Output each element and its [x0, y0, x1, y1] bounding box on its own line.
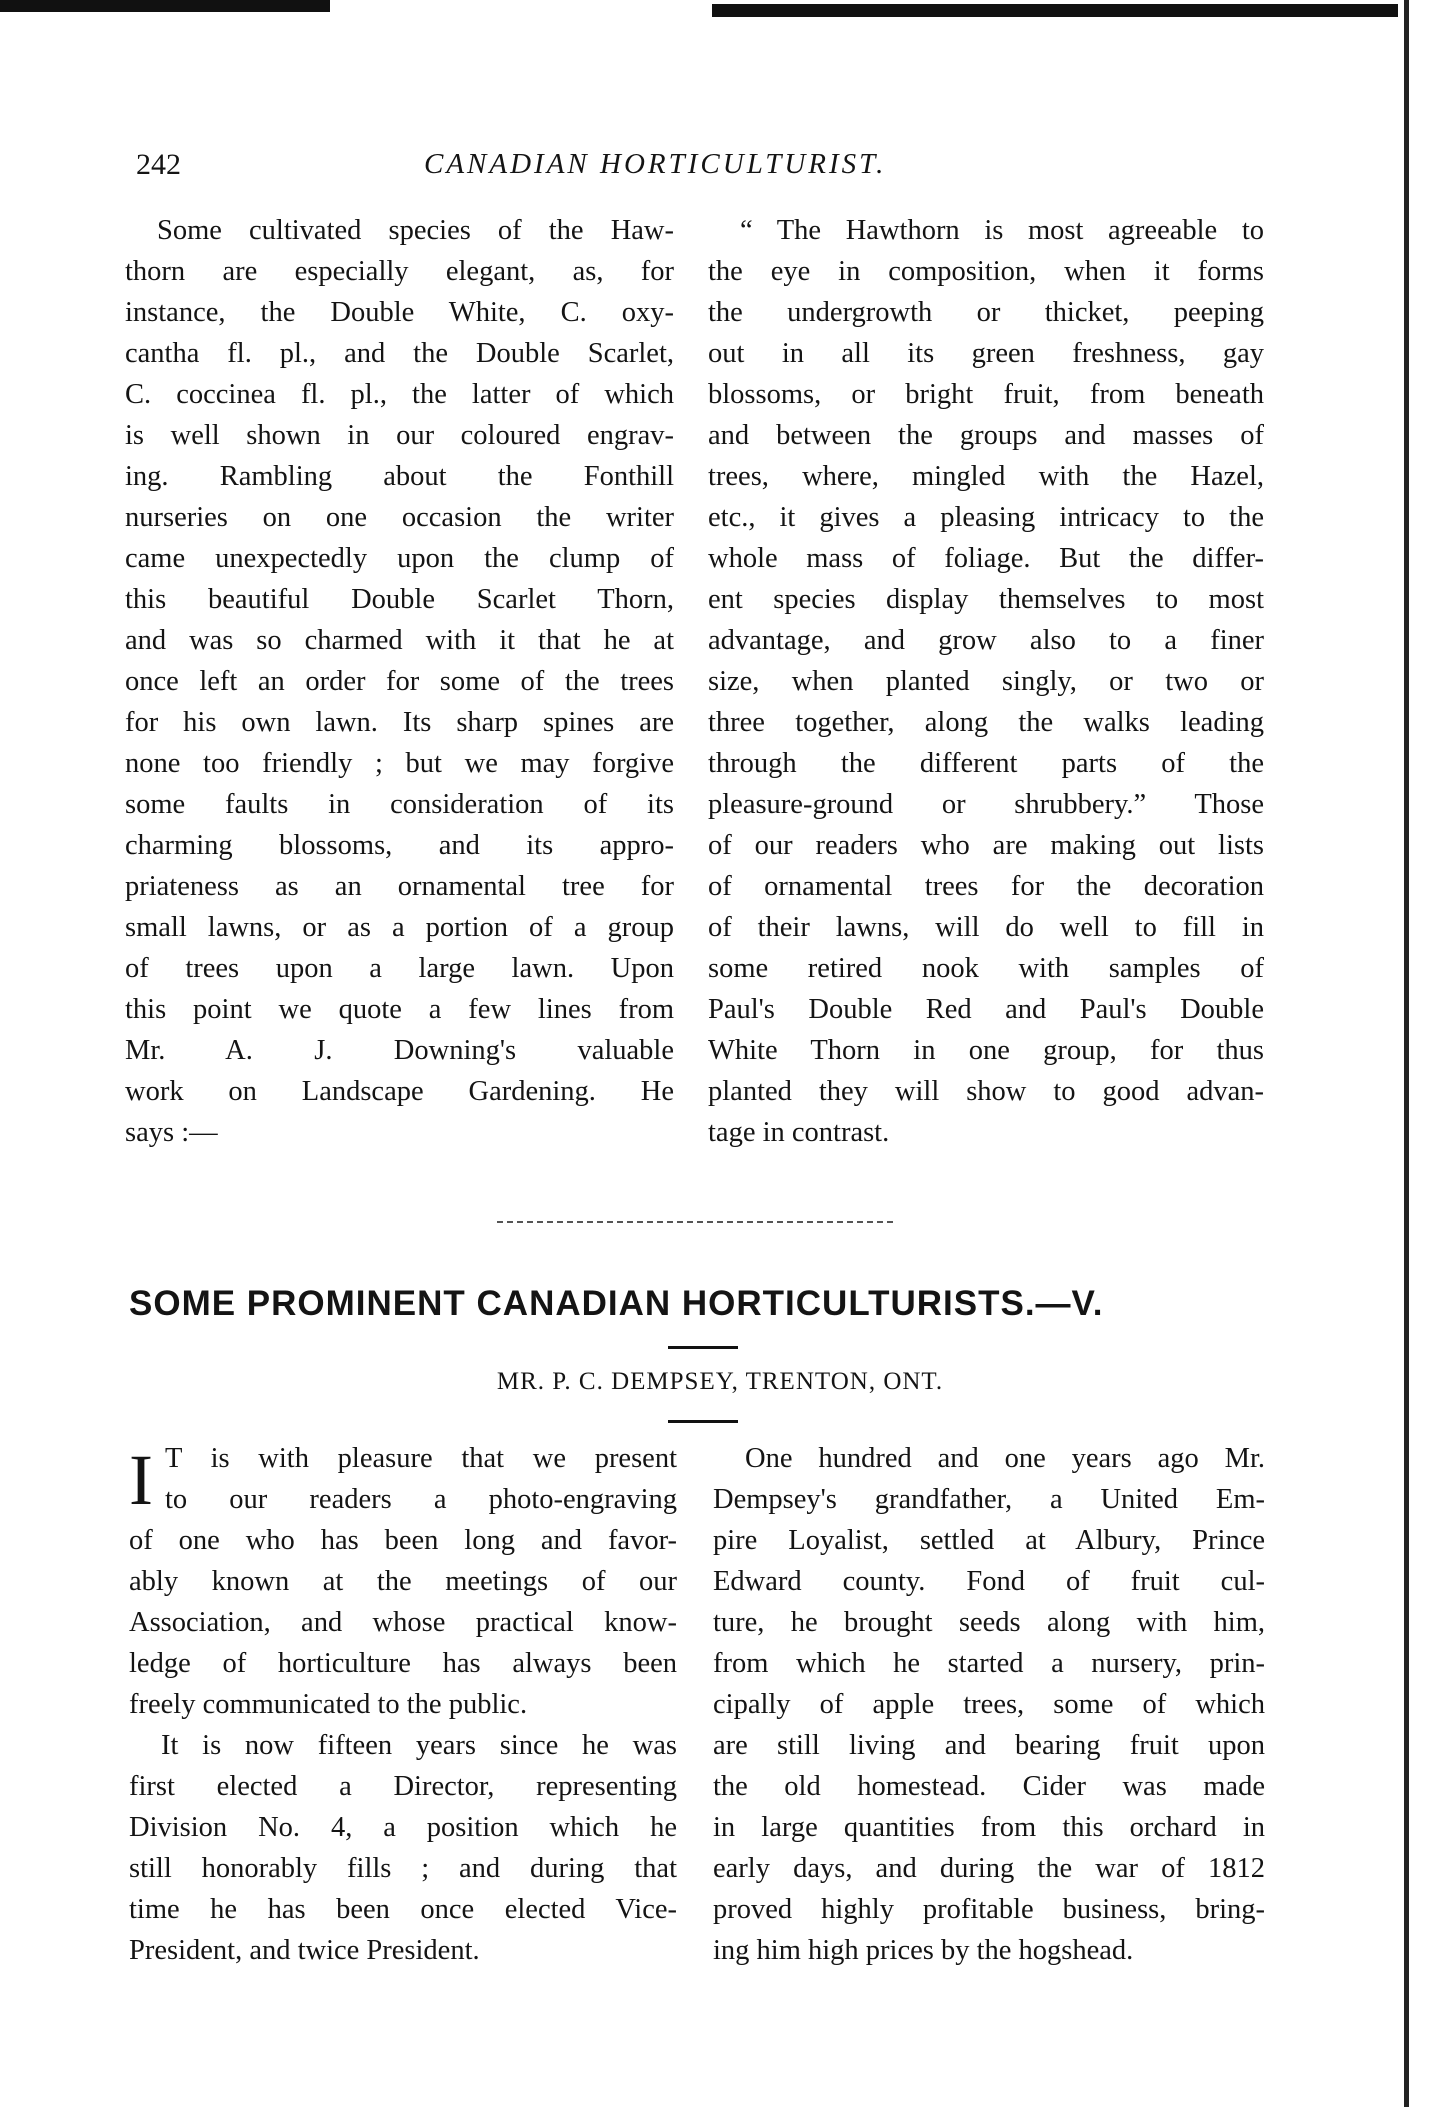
text-line: ledge of horticulture has always been — [129, 1648, 677, 1679]
text-line: for his own lawn. Its sharp spines are — [125, 707, 674, 738]
text-line: the undergrowth or thicket, peeping — [708, 297, 1264, 328]
text-line: planted they will show to good advan- — [708, 1076, 1264, 1107]
text-line: Paul's Double Red and Paul's Double — [708, 994, 1264, 1025]
text-line: is well shown in our coloured engrav- — [125, 420, 674, 451]
text-line: to our readers a photo-engraving — [165, 1484, 677, 1515]
text-line: T is with pleasure that we present — [165, 1443, 677, 1474]
text-line: ing. Rambling about the Fonthill — [125, 461, 674, 492]
text-line: pire Loyalist, settled at Albury, Prince — [713, 1525, 1265, 1556]
scan-border-top-right — [712, 4, 1398, 17]
text-line: instance, the Double White, C. oxy- — [125, 297, 674, 328]
text-line: the eye in composition, when it forms — [708, 256, 1264, 287]
text-line: advantage, and grow also to a finer — [708, 625, 1264, 656]
text-line: in large quantities from this orchard in — [713, 1812, 1265, 1843]
text-line: trees, where, mingled with the Hazel, — [708, 461, 1264, 492]
text-line: work on Landscape Gardening. He — [125, 1076, 674, 1107]
text-line: of one who has been long and favor- — [129, 1525, 677, 1556]
text-line: Mr. A. J. Downing's valuable — [125, 1035, 674, 1066]
text-line: blossoms, or bright fruit, from beneath — [708, 379, 1264, 410]
text-line: ably known at the meetings of our — [129, 1566, 677, 1597]
text-line: etc., it gives a pleasing intricacy to the — [708, 502, 1264, 533]
text-line: the old homestead. Cider was made — [713, 1771, 1265, 1802]
scan-border-top-left — [0, 0, 330, 12]
page-number: 242 — [136, 148, 181, 181]
text-line: cantha fl. pl., and the Double Scarlet, — [125, 338, 674, 369]
text-line: Dempsey's grandfather, a United Em- — [713, 1484, 1265, 1515]
article2-left-column — [129, 1438, 677, 1971]
text-line: and between the groups and masses of — [708, 420, 1264, 451]
text-line: One hundred and one years ago Mr. — [745, 1443, 1265, 1474]
scan-page-edge — [1404, 0, 1409, 2107]
subtitle-rule — [668, 1420, 738, 1423]
text-line: came unexpectedly upon the clump of — [125, 543, 674, 574]
text-line: Association, and whose practical know- — [129, 1607, 677, 1638]
title-rule — [668, 1346, 738, 1349]
text-line: early days, and during the war of 1812 — [713, 1853, 1265, 1884]
text-line: three together, along the walks leading — [708, 707, 1264, 738]
text-line: and was so charmed with it that he at — [125, 625, 674, 656]
text-line: whole mass of foliage. But the differ- — [708, 543, 1264, 574]
text-line: of our readers who are making out lists — [708, 830, 1264, 861]
text-line: small lawns, or as a portion of a group — [125, 912, 674, 943]
text-line: none too friendly ; but we may forgive — [125, 748, 674, 779]
text-line: ent species display themselves to most — [708, 584, 1264, 615]
text-line: once left an order for some of the trees — [125, 666, 674, 697]
text-line: priateness as an ornamental tree for — [125, 871, 674, 902]
text-line: of ornamental trees for the decoration — [708, 871, 1264, 902]
text-line: through the different parts of the — [708, 748, 1264, 779]
text-line: Division No. 4, a position which he — [129, 1812, 677, 1843]
text-line: Some cultivated species of the Haw- — [157, 215, 674, 246]
section-separator — [497, 1221, 893, 1223]
text-line: White Thorn in one group, for thus — [708, 1035, 1264, 1066]
text-line: President, and twice President. — [129, 1935, 480, 1966]
article1-right-column — [708, 210, 1264, 1153]
text-line: freely communicated to the public. — [129, 1689, 528, 1720]
running-title: CANADIAN HORTICULTURIST. — [424, 148, 887, 180]
text-line: tage in contrast. — [708, 1117, 890, 1148]
text-line: this point we quote a few lines from — [125, 994, 674, 1025]
article2-right-column — [713, 1438, 1265, 1971]
text-line: time he has been once elected Vice- — [129, 1894, 677, 1925]
text-line: cipally of apple trees, some of which — [713, 1689, 1265, 1720]
text-line: proved highly profitable business, bring- — [713, 1894, 1265, 1925]
text-line: ing him high prices by the hogshead. — [713, 1935, 1134, 1966]
text-line: from which he started a nursery, prin- — [713, 1648, 1265, 1679]
text-line: C. coccinea fl. pl., the latter of which — [125, 379, 674, 410]
drop-cap: I — [129, 1440, 153, 1520]
text-line: pleasure-ground or shrubbery.” Those — [708, 789, 1264, 820]
article-title: SOME PROMINENT CANADIAN HORTICULTURISTS.—V. — [129, 1284, 1104, 1323]
text-line: It is now fifteen years since he was — [161, 1730, 677, 1761]
text-line: out in all its green freshness, gay — [708, 338, 1264, 369]
text-line: says :— — [125, 1117, 218, 1148]
text-line: some retired nook with samples of — [708, 953, 1264, 984]
article-subtitle: MR. P. C. DEMPSEY, TRENTON, ONT. — [496, 1368, 944, 1395]
text-line: of trees upon a large lawn. Upon — [125, 953, 674, 984]
text-line: size, when planted singly, or two or — [708, 666, 1264, 697]
text-line: “ The Hawthorn is most agreeable to — [740, 215, 1264, 246]
text-line: are still living and bearing fruit upon — [713, 1730, 1265, 1761]
text-line: first elected a Director, representing — [129, 1771, 677, 1802]
text-line: charming blossoms, and its appro- — [125, 830, 674, 861]
text-line: nurseries on one occasion the writer — [125, 502, 674, 533]
text-line: of their lawns, will do well to fill in — [708, 912, 1264, 943]
article1-left-column — [125, 210, 674, 1153]
text-line: thorn are especially elegant, as, for — [125, 256, 674, 287]
text-line: still honorably fills ; and during that — [129, 1853, 677, 1884]
text-line: ture, he brought seeds along with him, — [713, 1607, 1265, 1638]
text-line: Edward county. Fond of fruit cul- — [713, 1566, 1265, 1597]
text-line: some faults in consideration of its — [125, 789, 674, 820]
text-line: this beautiful Double Scarlet Thorn, — [125, 584, 674, 615]
